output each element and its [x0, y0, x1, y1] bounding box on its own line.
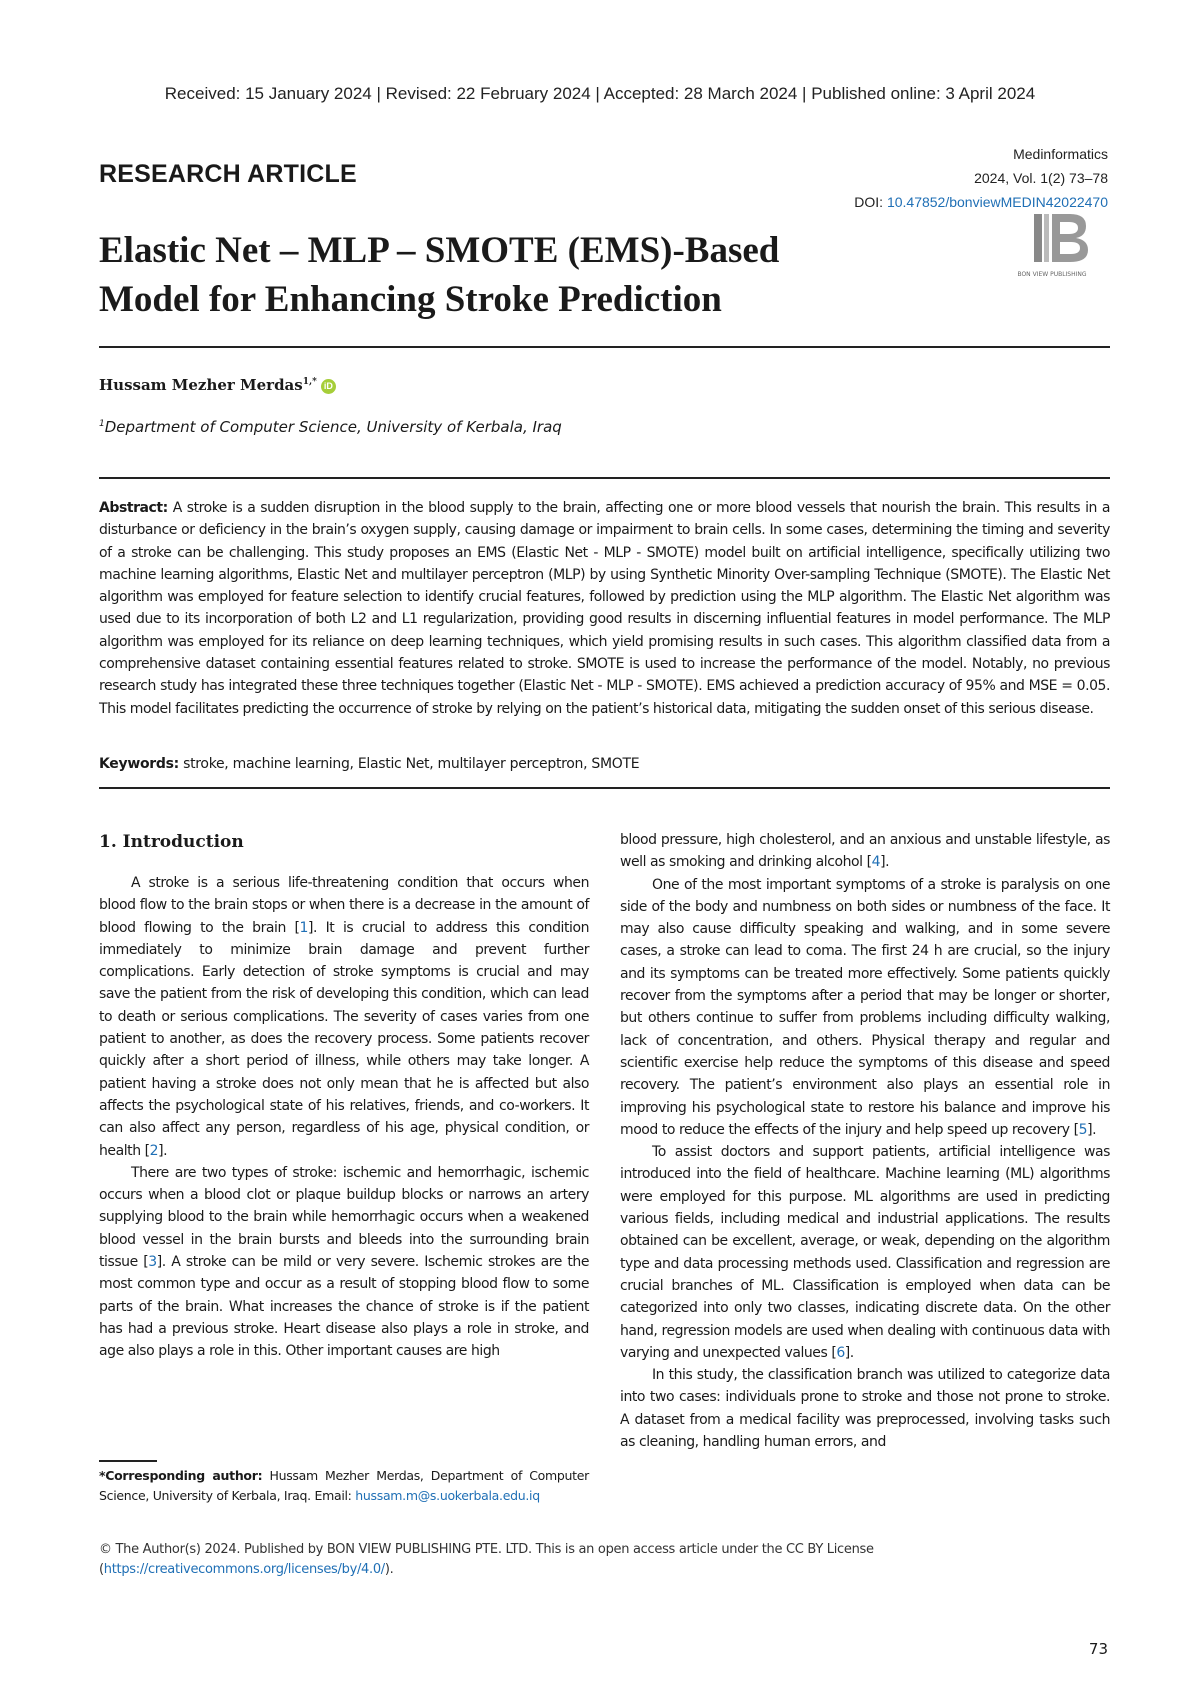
corresponding-author-footnote: [99, 1466, 589, 1506]
footnote-divider: [99, 1460, 157, 1462]
license-notice: © The Author(s) 2024. Published by BON VIEW PUBLISHING PTE. LTD. This is an open access article under the CC BY License (https://creativecommons.org/licenses/by/4.0/).: [99, 1542, 874, 1577]
license-link[interactable]: https://creativecommons.org/licenses/by/4.0/: [103, 1562, 385, 1577]
logo-text: BON VIEW PUBLISHING: [1017, 271, 1087, 278]
paragraph: blood pressure, high cholesterol, and an anxious and unstable lifestyle, as well as smoking and drinking alcohol [4].: [620, 832, 1110, 871]
page-number: 73: [1088, 1640, 1108, 1658]
author-marks: 1,*: [302, 377, 317, 387]
publisher-logo: [994, 210, 1110, 282]
author-name: Hussam Mezher Merdas: [99, 376, 303, 394]
affiliation-mark: 1: [99, 419, 105, 429]
keywords-text: stroke, machine learning, Elastic Net, multilayer perceptron, SMOTE: [183, 756, 640, 772]
abstract-text: A stroke is a sudden disruption in the blood supply to the brain, affecting one or more blood vessels that nourish the brain. This results in a disturbance or deficiency in the brain’s oxygen supply, causing damage or impairment to brain cells. In some cases, determining the timing and severity of a stroke can be challenging. This study proposes an EMS (Elastic Net - MLP - SMOTE) model built on artificial intelligence, specifically utilizing two machine learning algorithms, Elastic Net and multilayer perceptron (MLP) by using Synthetic Minority Over-sampling Technique (SMOTE). The Elastic Net algorithm was employed for feature selection to identify crucial features, followed by prediction using the MLP algorithm. The Elastic Net algorithm was used due to its incorporation of both L2 and L1 regularization, providing good results in discerning influential features in model performance. The MLP algorithm was employed for its reliance on deep learning techniques, which yield promising results in such cases. This algorithm classified data from a comprehensive dataset containing essential features related to stroke. SMOTE is used to increase the performance of the model. Notably, no previous research study has integrated these three techniques together (Elastic Net - MLP - SMOTE). EMS achieved a prediction accuracy of 95% and MSE = 0.05. This model facilitates predicting the occurrence of stroke by relying on the patient’s historical data, mitigating the sudden onset of this serious disease.: [99, 500, 1110, 717]
publisher-logo-icon: [994, 210, 1110, 282]
citation-link[interactable]: 3: [148, 1254, 157, 1271]
footnote-label: *Corresponding author:: [99, 1468, 263, 1483]
section-heading: 1. Introduction: [99, 832, 244, 852]
journal-info: [854, 142, 1108, 214]
journal-issue: 2024, Vol. 1(2) 73–78: [974, 170, 1108, 186]
title-line-1: Elastic Net – MLP – SMOTE (EMS)-Based: [99, 230, 780, 271]
citation-link[interactable]: 6: [836, 1344, 845, 1361]
title-divider: [99, 346, 1110, 348]
doi-link[interactable]: 10.47852/bonviewMEDIN42022470: [886, 194, 1108, 210]
citation-link[interactable]: 4: [871, 854, 881, 871]
column-right: [620, 829, 1110, 1453]
footnote-text: Hussam Mezher Merdas, Department of Computer Science, University of Kerbala, Iraq. Email:: [99, 1468, 589, 1503]
publication-dates: Received: 15 January 2024 | Revised: 22 February 2024 | Accepted: 28 March 2024 | Published online: 3 April 2024: [164, 84, 1036, 103]
abstract-label: Abstract:: [99, 500, 168, 516]
abstract-bottom-divider: [99, 787, 1110, 789]
journal-name: Medinformatics: [1013, 146, 1108, 162]
orcid-icon[interactable]: iD: [321, 379, 336, 394]
affiliation: [99, 418, 562, 436]
paragraph: To assist doctors and support patients, artificial intelligence was introduced into the field of healthcare. Machine learning (ML) algorithms were employed for this purpose. ML algorithms are used in predicting various fields, including medical and industrial applications. The results obtained can be excellent, average, or weak, depending on the algorithm type and data processing methods used. Classification and regression are crucial branches of ML. Classification is employed when data can be categorized into only two classes, indicating discrete data. On the other hand, regression models are used when dealing with continuous data with varying and unexpected values [6].: [620, 1144, 1110, 1361]
article-title: [99, 226, 899, 324]
citation-link[interactable]: 2: [149, 1142, 159, 1159]
title-line-2: Model for Enhancing Stroke Prediction: [99, 279, 722, 320]
author-line: [99, 376, 336, 394]
keywords: [99, 756, 1110, 772]
article-type: RESEARCH ARTICLE: [99, 160, 357, 188]
abstract-top-divider: [99, 477, 1110, 479]
doi-label: DOI:: [854, 194, 884, 210]
paragraph: One of the most important symptoms of a stroke is paralysis on one side of the body and numbness on both sides or numbness of the face. It may also cause difficulty speaking and walking, and in some severe cases, a stroke can lead to coma. The first 24 h are crucial, so the injury and its symptoms can be treated more effectively. Some patients quickly recover from the symptoms after a period that may be longer or shorter, but others continue to suffer from problems including difficulty walking, lack of concentration, and others. Physical therapy and regular and scientific exercise help reduce the symptoms of this disease and speed recovery. The patient’s environment also plays an essential role in improving his psychological state to restore his balance and improve his mood to reduce the effects of the injury and help speed up recovery [5].: [620, 876, 1110, 1138]
paragraph: There are two types of stroke: ischemic and hemorrhagic, ischemic occurs when a blood clot or plaque buildup blocks or narrows an artery supplying blood to the brain while hemorrhagic occurs when a weakened blood vessel in the brain bursts and bleeds into the surrounding brain tissue [3]. A stroke can be mild or very severe. Ischemic strokes are the most common type and occur as a result of stopping blood flow to some parts of the brain. What increases the chance of stroke is if the patient has had a previous stroke. Heart disease also plays a role in stroke, and age also plays a role in this. Other important causes are high: [99, 1164, 590, 1360]
paragraph: A stroke is a serious life-threatening condition that occurs when blood flow to the brain stops or when there is a decrease in the amount of blood flowing to the brain [1]. It is crucial to address this condition immediately to minimize brain damage and prevent further complications. Early detection of stroke symptoms is crucial and may save the patient from the risk of developing this condition, which can lead to death or serious complications. The severity of cases varies from one patient to another, as does the recovery process. Some patients recover quickly after a short period of illness, while others may take longer. A patient having a stroke does not only mean that he is affected but also affects the psychological state of his relatives, friends, and co-workers. It can also affect any person, regardless of his age, physical condition, or health [2].: [99, 875, 590, 1159]
affiliation-text: Department of Computer Science, University of Kerbala, Iraq: [104, 418, 562, 436]
author-email-link[interactable]: hussam.m@s.uokerbala.edu.iq: [355, 1488, 540, 1503]
column-left: [99, 872, 589, 1363]
paragraph: In this study, the classification branch was utilized to categorize data into two cases: individuals prone to stroke and those not prone to stroke. A dataset from a medical facility was preprocessed, involving tasks such as cleaning, handling human errors, and: [620, 1367, 1110, 1451]
citation-link[interactable]: 5: [1078, 1121, 1088, 1138]
license-text: © The Author(s) 2024. Published by BON VIEW PUBLISHING PTE. LTD. This is an open access article under the CC BY License (: [99, 1542, 874, 1577]
citation-link[interactable]: 1: [299, 919, 308, 936]
keywords-label: Keywords:: [99, 756, 179, 772]
abstract: [99, 497, 1110, 720]
